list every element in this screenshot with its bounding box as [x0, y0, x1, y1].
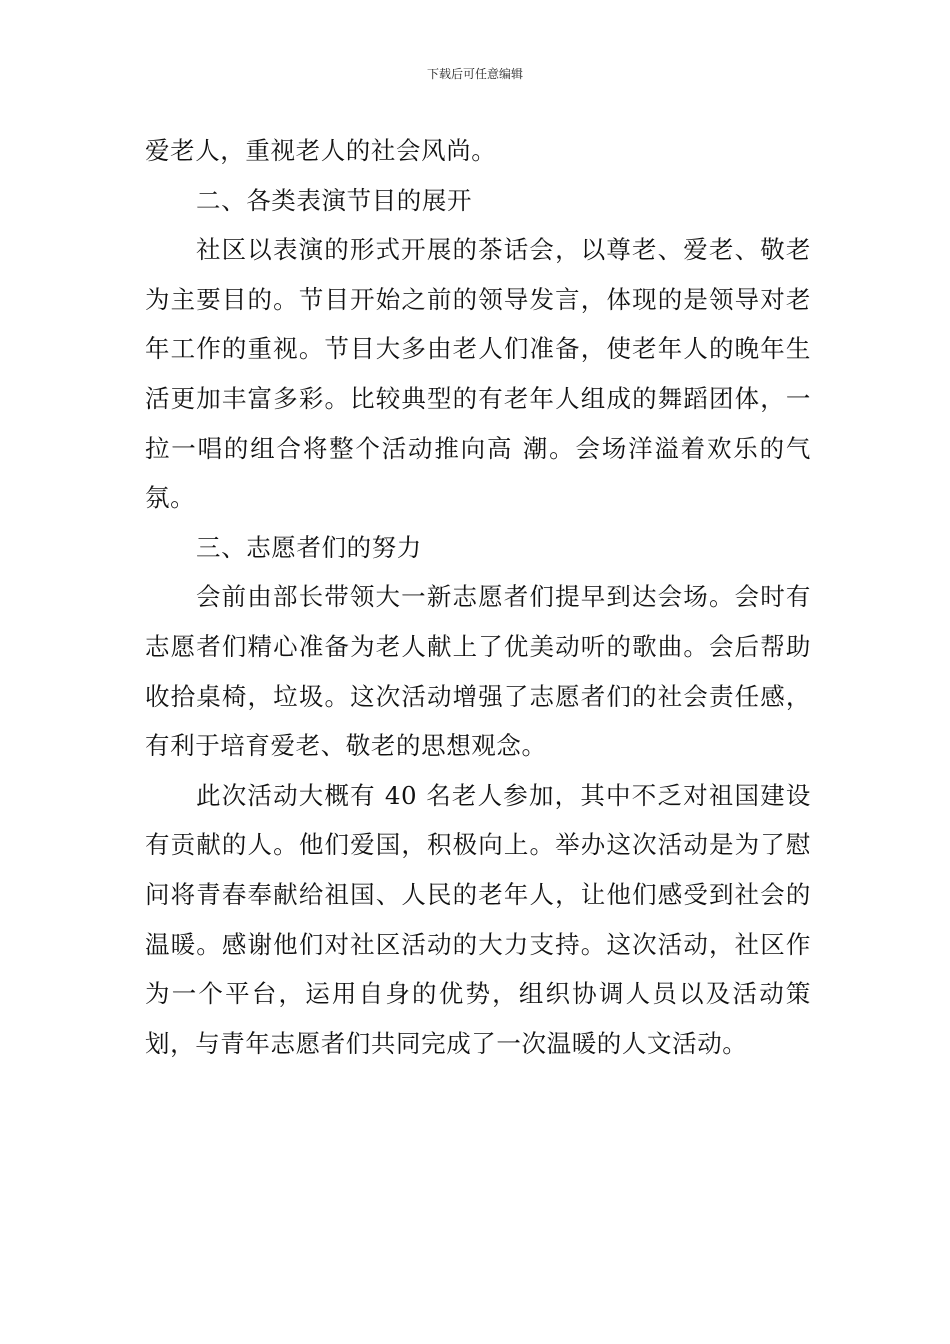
section-heading-volunteers: 三、志愿者们的努力 — [196, 532, 422, 562]
paragraph-continuation: 爱老人，重视老人的社会风尚。 — [145, 136, 497, 165]
paragraph-summary: 此次活动大概有 40 名老人参加，其中不乏对祖国建设有贡献的人。他们爱国，积极向上。举办这次活动是为了慰问将青春奉献给祖国、人民的老年人，让他们感受到社会的温暖。感谢他们对社区活动的大力支持。这次活动，社区作为一个平台，运用自身的优势，组织协调人员以及活动策划，与青年志愿者们共同完成了一次温暖的人文活动。 — [145, 780, 811, 1058]
page-header-note: 下载后可任意编辑 — [426, 67, 523, 81]
section-heading-performances: 二、各类表演节目的展开 — [196, 185, 473, 215]
paragraph-volunteers: 会前由部长带领大一新志愿者们提早到达会场。会时有志愿者们精心准备为老人献上了优美动听的歌曲。会后帮助收拾桌椅，垃圾。这次活动增强了志愿者们的社会责任感，有利于培育爱老、敬老的思想观念。 — [145, 582, 811, 761]
document-body — [145, 126, 811, 1068]
paragraph-performances: 社区以表演的形式开展的茶话会，以尊老、爱老、敬老为主要目的。节目开始之前的领导发言，体现的是领导对老年工作的重视。节目大多由老人们准备，使老年人的晚年生活更加丰富多彩。比较典型的有老年人组成的舞蹈团体，一拉一唱的组合将整个活动推向高 潮。会场洋溢着欢乐的气氛。 — [145, 235, 811, 513]
